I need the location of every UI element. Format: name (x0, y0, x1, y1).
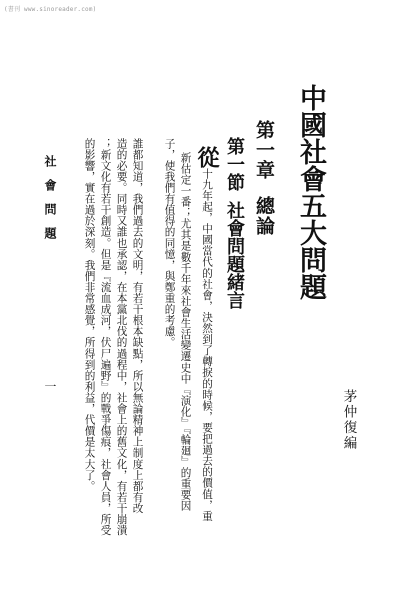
body-column-4: 誰都知道，我們過去的文明，有若干根本缺點，所以無論精神上制度上都有改 (131, 138, 144, 514)
body-column-6: ；新文化有若干創造。但是『流血成河，伏尸遍野』的戰爭傷痕，社會人員，所受 (99, 138, 112, 536)
section-number: 第一節 (224, 137, 245, 191)
chapter-title: 總論 (253, 196, 275, 236)
book-author: 茅仲復編 (340, 389, 357, 451)
body-column-2: 新估定一番；尤其是數千年來社會生活變遷史中『演化』『輪廻』的重要因 (179, 152, 192, 512)
chapter-number: 第一章 (253, 120, 275, 180)
body-column-3: 子，使我們有值得的同憶，與鄭重的考慮。 (163, 138, 176, 348)
running-title: 社會問題 (43, 155, 57, 251)
page-number: 一 (43, 380, 57, 392)
watermark: (書刊 www.sinoreader.com) (4, 6, 97, 13)
body-column-7: 的影響，實在過於深刻。我們非常感覺，所得到的利益，代價是太大了。 (83, 138, 96, 492)
book-title: 中國社會五大問題 (295, 84, 326, 300)
chapter-heading (254, 120, 273, 236)
drop-cap: 從 (194, 146, 220, 168)
section-title: 社會問題緒言 (224, 201, 245, 309)
section-heading (225, 137, 243, 309)
body-column-1 (196, 146, 218, 522)
body-column-5: 造的必要。同時又誰也承認，在本黨北伐的過程中，社會上的舊文化，有若干崩潰 (115, 138, 128, 536)
body-text: 十九年起，中國當代的社會，決然到了轉捩的時候，要把過去的價值，重 (201, 168, 213, 522)
